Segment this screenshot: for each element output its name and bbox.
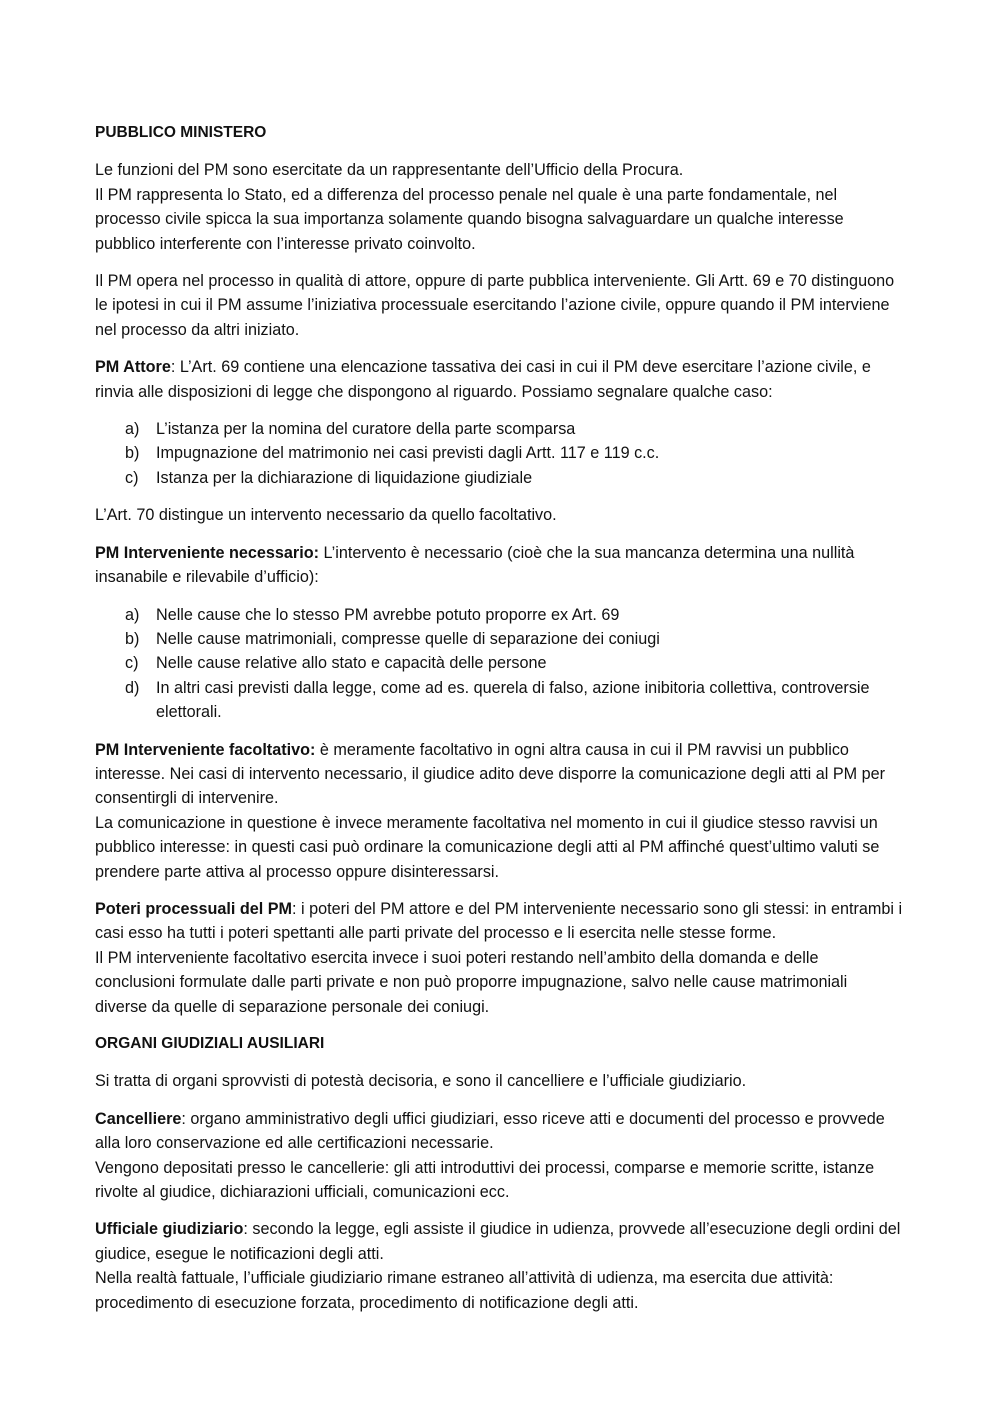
definition-text: : i poteri del PM attore e del PM interveniente necessario sono gli stessi: in entrambi i casi esso ha tutti i poteri spettanti alle parti private del processo e li esercita nelle stesse forme.: [95, 899, 903, 943]
definition-text: : L’Art. 69 contiene una elencazione tassativa dei casi in cui il PM deve esercitare l’azione civile, e rinvia alle disposizioni di legge che dispongono al riguardo. Possiamo segnalare qualche caso:: [95, 358, 871, 401]
section-title-organi-giudiziali: ORGANI GIUDIZIALI AUSILIARI: [95, 1035, 325, 1052]
paragraph-pm-attore: [95, 355, 903, 404]
list-marker: b): [125, 629, 140, 648]
list-marker: a): [125, 605, 140, 624]
paragraph-line: Nella realtà fattuale, l’ufficiale giudiziario rimane estraneo all’attività di udienza, ma esercita due attività: procedimento di esecuzione forzata, procedimento di notificazione degli atti.: [95, 1269, 834, 1312]
paragraph-organi-intro: Si tratta di organi sprovvisti di potestà decisoria, e sono il cancelliere e l’ufficiale giudiziario.: [95, 1072, 747, 1091]
list-item-text: L’istanza per la nomina del curatore della parte scomparsa: [156, 420, 576, 439]
list-item-text: Nelle cause relative allo stato e capacità delle persone: [156, 654, 547, 673]
paragraph-ruolo-pm: Il PM opera nel processo in qualità di attore, oppure di parte pubblica interveniente. Gli Artt. 69 e 70 distinguono le ipotesi in cui il PM assume l’iniziativa processuale esercitando l’azione civile, oppure quando il PM interviene nel processo da altri iniziato.: [95, 272, 895, 339]
term-cancelliere: Cancelliere: [95, 1109, 182, 1128]
term-pm-interveniente-necessario: PM Interveniente necessario:: [95, 543, 320, 562]
list-item: [95, 651, 903, 675]
list-item: [95, 441, 903, 465]
list-item-text: Impugnazione del matrimonio nei casi previsti dagli Artt. 117 e 119 c.c.: [156, 444, 660, 463]
paragraph-line: [95, 897, 903, 946]
term-pm-attore: PM Attore: [95, 358, 171, 377]
list-marker: d): [125, 678, 140, 697]
definition-text: è meramente facoltativo in ogni altra causa in cui il PM ravvisi un pubblico interesse. Nei casi di intervento necessario, il giudice adito deve disporre la comunicazione degli atti al PM per consentirgli di intervenire.: [95, 740, 886, 808]
list-item: [95, 627, 903, 651]
paragraph-art-70: L’Art. 70 distingue un intervento necessario da quello facoltativo.: [95, 506, 557, 525]
paragraph-line: La comunicazione in questione è invece meramente facoltativa nel momento in cui il giudice stesso ravvisi un pubblico interesse: in questi casi può ordinare la comunicazione degli atti al PM affinché quest’ultimo valuti se prendere parte attiva al processo oppure disinteressarsi.: [95, 813, 880, 881]
list-casi-intervento-necessario: [95, 603, 903, 725]
list-item-text: In altri casi previsti dalla legge, come ad es. querela di falso, azione inibitoria collettiva, controversie elettorali.: [156, 678, 870, 722]
list-item: [95, 603, 903, 627]
paragraph-poteri-processuali: [95, 897, 903, 1019]
list-item: [95, 466, 903, 490]
list-marker: b): [125, 444, 140, 463]
term-ufficiale-giudiziario: Ufficiale giudiziario: [95, 1220, 244, 1239]
paragraph-ufficiale-giudiziario: [95, 1217, 903, 1315]
list-marker: c): [125, 654, 139, 673]
section-title-pubblico-ministero: PUBBLICO MINISTERO: [95, 124, 267, 141]
paragraph-line: Le funzioni del PM sono esercitate da un rappresentante dell’Ufficio della Procura.: [95, 161, 684, 180]
list-marker: a): [125, 420, 140, 439]
term-poteri-processuali: Poteri processuali del PM: [95, 899, 293, 918]
list-item: [95, 417, 903, 441]
paragraph-line: Vengono depositati presso le cancellerie: gli atti introduttivi dei processi, comparse e memorie scritte, istanze rivolte al giudice, dichiarazioni ufficiali, comunicazioni ecc.: [95, 1158, 875, 1202]
paragraph-line: [95, 738, 903, 811]
definition-text: L’intervento è necessario (cioè che la sua mancanza determina una nullità insanabile e rilevabile d’ufficio):: [95, 543, 855, 587]
definition-text: : organo amministrativo degli uffici giudiziari, esso riceve atti e documenti del processo e provvede alla loro conservazione ed alle certificazioni necessarie.: [95, 1109, 885, 1153]
list-item-text: Istanza per la dichiarazione di liquidazione giudiziale: [156, 468, 533, 487]
list-item-text: Nelle cause che lo stesso PM avrebbe potuto proporre ex Art. 69: [156, 605, 620, 624]
paragraph-pm-interveniente-necessario: [95, 541, 903, 590]
paragraph-line: [95, 1107, 903, 1156]
paragraph-pm-interveniente-facoltativo: [95, 738, 903, 884]
paragraph-line: [95, 1217, 903, 1266]
paragraph-funzioni-pm: [95, 158, 903, 256]
list-marker: c): [125, 468, 139, 487]
list-item-text: Nelle cause matrimoniali, compresse quelle di separazione dei coniugi: [156, 629, 660, 648]
definition-text: : secondo la legge, egli assiste il giudice in udienza, provvede all’esecuzione degli ordini del giudice, esegue le notificazioni degli atti.: [95, 1220, 901, 1263]
list-item: [95, 676, 903, 725]
paragraph-line: Il PM interveniente facoltativo esercita invece i suoi poteri restando nell’ambito della domanda e delle conclusioni formulate dalle parti private e non può proporre impugnazione, salvo nelle cause matrimoniali diverse da quelle di separazione personale dei coniugi.: [95, 948, 848, 1016]
paragraph-cancelliere: [95, 1107, 903, 1205]
paragraph-line: Il PM rappresenta lo Stato, ed a differenza del processo penale nel quale è una parte fondamentale, nel processo civile spicca la sua importanza solamente quando bisogna salvaguardare un qualche interesse pubblico interferente con l’interesse privato coinvolto.: [95, 185, 844, 253]
list-casi-pm-attore: [95, 417, 903, 490]
term-pm-interveniente-facoltativo: PM Interveniente facoltativo:: [95, 740, 316, 759]
document-page: [95, 121, 903, 1328]
